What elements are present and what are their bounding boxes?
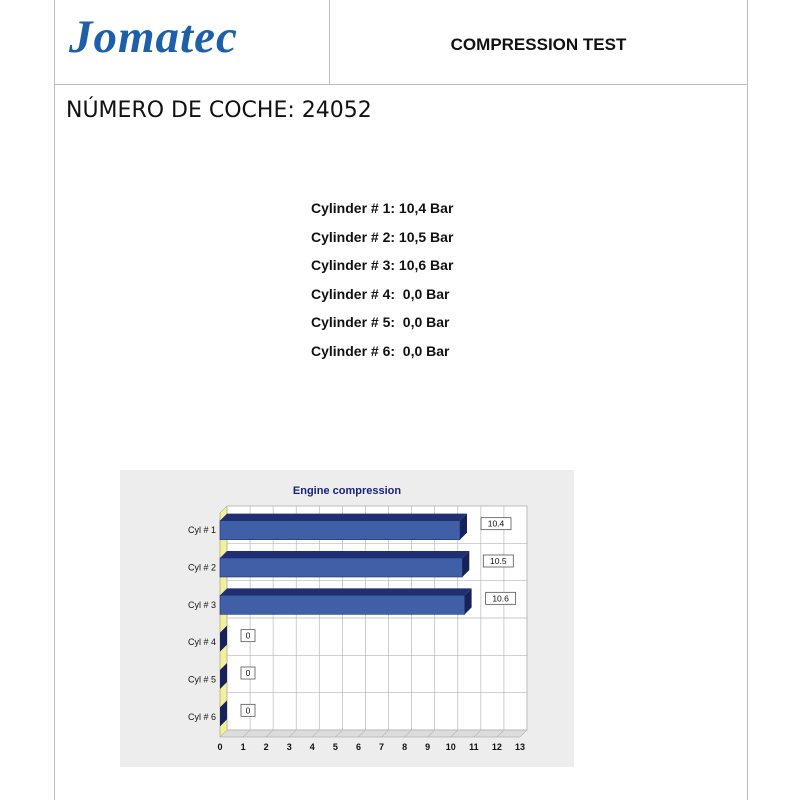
axis-floor — [220, 730, 527, 737]
title-cell — [330, 0, 747, 84]
chart-title: Engine compression — [292, 485, 402, 497]
x-tick-label: 2 — [263, 742, 269, 752]
category-label: Cyl # 6 — [187, 711, 216, 722]
chart-svg — [120, 470, 574, 767]
bar — [220, 595, 465, 614]
cylinder-reading-6: Cylinder # 6: 0,0 Bar — [311, 342, 450, 359]
x-tick-label: 7 — [379, 742, 385, 752]
bar — [220, 521, 460, 540]
x-tick-label: 9 — [425, 742, 431, 752]
jomatec-logo: Jomatec — [69, 11, 238, 63]
data-label: 10.4 — [487, 518, 505, 529]
bar-top — [220, 551, 469, 558]
logo-cell — [55, 0, 330, 84]
data-label: 10.5 — [490, 556, 507, 566]
cylinder-reading-5: Cylinder # 5: 0,0 Bar — [311, 314, 450, 330]
data-label: 0 — [245, 630, 251, 641]
category-label: Cyl # 3 — [187, 599, 216, 610]
x-tick-label: 4 — [309, 742, 315, 752]
x-tick-label: 11 — [469, 742, 479, 752]
x-tick-label: 10 — [445, 742, 456, 752]
category-label: Cyl # 4 — [187, 637, 216, 648]
category-label: Cyl # 2 — [187, 562, 216, 573]
document-header — [55, 0, 747, 85]
data-label: 0 — [245, 705, 251, 716]
engine-compression-chart — [120, 470, 574, 767]
cylinder-reading-3: Cylinder # 3: 10,6 Bar — [311, 257, 454, 273]
category-label: Cyl # 1 — [187, 525, 216, 536]
x-tick-label: 8 — [402, 742, 408, 752]
x-tick-label: 6 — [355, 742, 361, 752]
x-tick-label: 5 — [332, 742, 338, 752]
data-label: 10.6 — [492, 593, 509, 604]
x-tick-label: 3 — [286, 742, 292, 752]
cylinder-reading-2: Cylinder # 2: 10,5 Bar — [311, 228, 454, 245]
x-tick-label: 1 — [240, 742, 246, 752]
bar-top — [220, 588, 472, 595]
category-label: Cyl # 5 — [187, 674, 216, 685]
cylinder-reading-1: Cylinder # 1: 10,4 Bar — [311, 200, 454, 216]
x-tick-label: 13 — [514, 742, 526, 752]
car-number: NÚMERO DE COCHE: 24052 — [66, 98, 372, 123]
document-title: COMPRESSION TEST — [450, 35, 627, 54]
bar-top — [220, 514, 467, 521]
cylinder-reading-4: Cylinder # 4: 0,0 Bar — [311, 285, 450, 302]
x-tick-label: 12 — [491, 742, 502, 752]
x-tick-label: 0 — [217, 742, 223, 752]
data-label: 0 — [245, 668, 251, 678]
cylinder-readings — [311, 200, 453, 371]
bar — [220, 558, 462, 577]
